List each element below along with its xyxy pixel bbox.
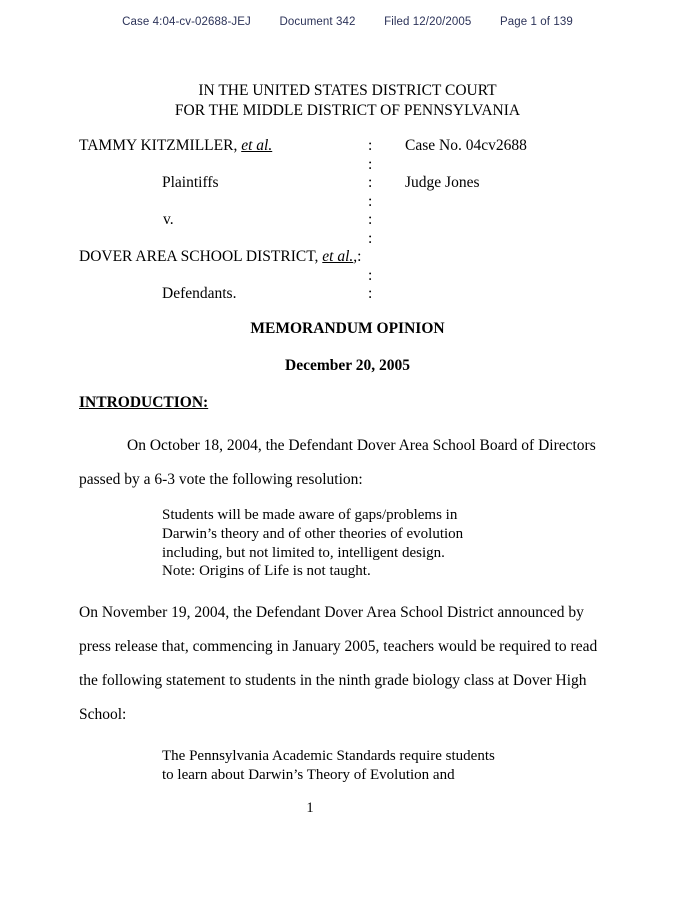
caption-colon: : [368, 137, 373, 154]
ecf-header-stamp [0, 16, 695, 28]
caption-colon: : [357, 248, 362, 265]
caption-colon: : [368, 266, 373, 284]
caption-row-plaintiff-role [79, 174, 619, 193]
caption-colon: : [368, 192, 373, 210]
plaintiff-name [79, 137, 272, 156]
defendant-name [79, 248, 361, 267]
court-name-line-1: IN THE UNITED STATES DISTRICT COURT [198, 82, 497, 99]
quote-line: The Pennsylvania Academic Standards require students [162, 748, 495, 764]
case-number-value: Case No. 04cv2688 [405, 137, 527, 154]
quote-line: including, but not limited to, intelligent design. [162, 544, 445, 561]
caption-row-spacer [79, 156, 619, 175]
caption-row-defendant-role [79, 285, 619, 304]
quote-line: Students will be made aware of gaps/problems in [162, 507, 458, 523]
caption-row-spacer [79, 193, 619, 212]
caption-colon: : [368, 155, 373, 173]
body-paragraph-1: On October 18, 2004, the Defendant Dover Area School Board of Directors passed by a 6-3 vote the following resolution: [79, 437, 596, 488]
footer-page-number: 1 [306, 800, 314, 816]
defendant-name-text: DOVER AREA SCHOOL DISTRICT, [79, 248, 319, 265]
caption-colon: : [368, 211, 373, 228]
court-name-line-2: FOR THE MIDDLE DISTRICT OF PENNSYLVANIA [174, 102, 521, 119]
caption-row-spacer [79, 267, 619, 286]
quote-line: Darwin’s theory and of other theories of evolution [162, 525, 464, 542]
caption-row-versus [79, 211, 619, 230]
block-quote-statement [162, 747, 617, 785]
memorandum-opinion-title: MEMORANDUM OPINION [250, 320, 445, 337]
defendant-role-label: Defendants. [162, 285, 237, 302]
caption-colon: : [368, 285, 373, 302]
ecf-filed-date: Filed 12/20/2005 [384, 16, 472, 28]
opinion-date: December 20, 2005 [285, 357, 410, 374]
introduction-heading: INTRODUCTION: [79, 394, 209, 411]
case-caption [79, 137, 619, 304]
plaintiff-name-text: TAMMY KITZMILLER, [79, 137, 238, 154]
caption-row-plaintiff [79, 137, 619, 156]
court-name-block [0, 81, 695, 121]
ecf-case-number: Case 4:04-cv-02688-JEJ [122, 16, 251, 28]
versus-label: v. [163, 211, 174, 228]
plaintiff-etal: et al. [241, 137, 273, 154]
block-quote-resolution [162, 506, 617, 581]
caption-row-defendant [79, 248, 619, 267]
defendant-etal: et al. [322, 248, 354, 265]
quote-line: to learn about Darwin’s Theory of Evolution and [162, 766, 455, 783]
caption-colon: : [368, 229, 373, 247]
plaintiff-role-label: Plaintiffs [162, 174, 219, 191]
caption-colon: : [368, 174, 373, 191]
quote-line: Note: Origins of Life is not taught. [162, 563, 371, 580]
defendant-name-tail: , [353, 248, 358, 265]
judge-name: Judge Jones [405, 174, 480, 191]
ecf-page-count: Page 1 of 139 [499, 16, 573, 28]
body-paragraph-2: On November 19, 2004, the Defendant Dover Area School District announced by press release that, commencing in January 2005, teachers would be required to read the following statement to students in the ninth grade biology class at Dover High School: [79, 604, 598, 723]
ecf-document-number: Document 342 [279, 16, 356, 28]
caption-row-spacer [79, 230, 619, 249]
